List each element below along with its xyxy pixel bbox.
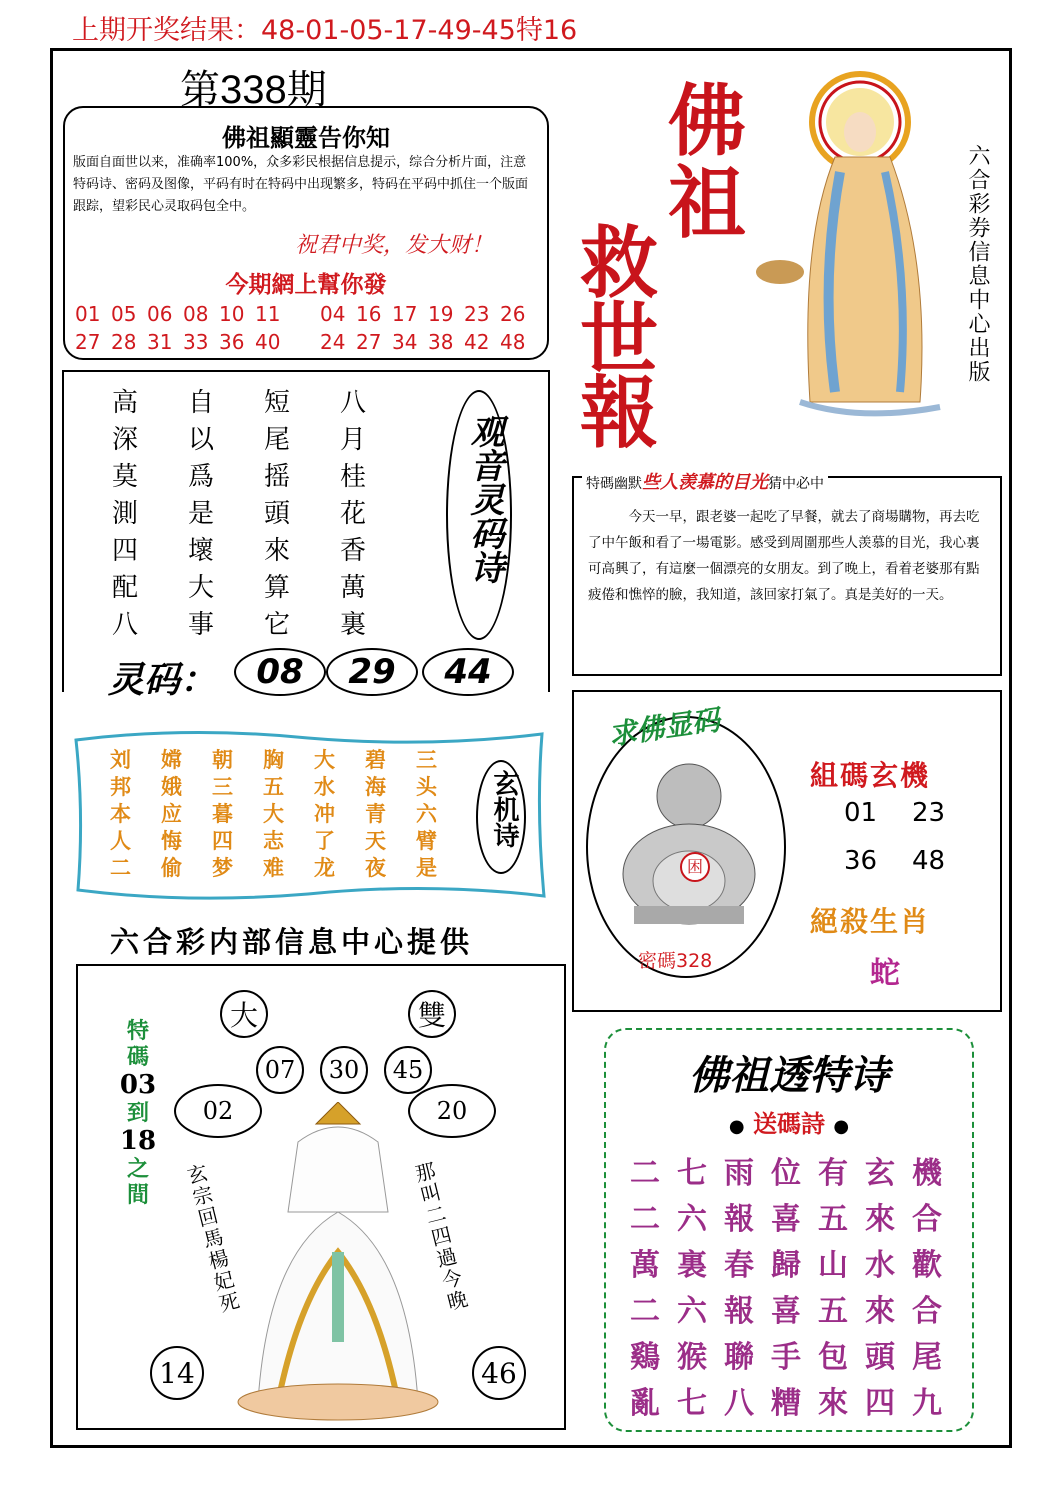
xuanji-grid <box>110 744 470 884</box>
xuanji-char: 嫦 <box>161 748 182 772</box>
poem-char: 月 <box>340 425 367 455</box>
xuanji-char: 人 <box>110 829 131 853</box>
xuanji-char: 六 <box>416 802 437 826</box>
bottom-right-num: 46 <box>472 1346 526 1400</box>
lottery-number: 26 <box>500 302 526 326</box>
jusha-title: 絕殺生肖 <box>810 905 931 938</box>
xuanji-char: 应 <box>161 802 182 826</box>
tema-item: 碼 <box>126 1044 149 1070</box>
poem-char: 壞 <box>188 536 215 566</box>
masthead-char-3: 救 <box>580 218 659 309</box>
poem-char: 八 <box>340 388 367 418</box>
lottery-number: 16 <box>356 302 382 326</box>
lottery-number: 42 <box>464 330 490 354</box>
poem-char: 深 <box>112 425 139 455</box>
bullet-right-icon: ● <box>833 1116 850 1137</box>
joke-title-highlight: 些人羡慕的目光 <box>642 472 768 493</box>
top-num-3: 45 <box>384 1046 432 1094</box>
lottery-number: 34 <box>392 330 418 354</box>
masthead-char-4: 世 <box>580 294 659 385</box>
xuanji-char: 梦 <box>212 856 233 880</box>
toute-char: 合 <box>912 1294 942 1329</box>
toute-char: 五 <box>818 1202 848 1237</box>
toute-char: 鷄 <box>630 1340 660 1375</box>
poem-char: 以 <box>188 425 215 455</box>
toute-char: 位 <box>771 1156 801 1191</box>
top-num-2: 30 <box>320 1046 368 1094</box>
joke-box <box>572 472 1002 676</box>
joke-body: 今天一早，跟老婆一起吃了早餐，就去了商場購物，再去吃了中午飯和看了一場電影。感受到周圍那些人羡慕的目光，我心裏可高興了，有這麼一個漂亮的女朋友。到了晚上，看着老婆那有點疲倦和憔悴的臉，我知道，該回家打氣了。真是美好的一天。 <box>588 509 980 603</box>
toute-char: 報 <box>724 1294 754 1329</box>
xuanji-char: 碧 <box>365 748 386 772</box>
poem-char: 自 <box>188 388 215 418</box>
masthead-char-2: 祖 <box>668 158 747 249</box>
xuanji-char: 头 <box>416 775 437 799</box>
xuanji-char: 水 <box>314 775 335 799</box>
tema-item: 18 <box>119 1126 157 1156</box>
toute-title: 佛祖透特诗 <box>689 1053 889 1099</box>
poem-char: 裏 <box>340 610 367 640</box>
bottom-left-num: 14 <box>150 1346 204 1400</box>
lottery-number: 08 <box>183 302 209 326</box>
toute-char: 二 <box>630 1202 660 1237</box>
toute-grid <box>630 1148 960 1428</box>
poem-char: 高 <box>112 388 139 418</box>
poem-char: 它 <box>264 610 291 640</box>
lottery-number: 40 <box>255 330 281 354</box>
toute-char: 二 <box>630 1294 660 1329</box>
poem-char: 測 <box>112 499 139 529</box>
guanyin-standing-figure <box>740 62 955 422</box>
toute-char: 春 <box>724 1248 754 1283</box>
xuanji-char: 胸 <box>263 748 284 772</box>
toute-box <box>604 1028 974 1432</box>
xuanji-char: 二 <box>110 856 131 880</box>
poem-char: 算 <box>264 573 291 603</box>
lottery-number: 27 <box>356 330 382 354</box>
zuma-3: 36 <box>844 846 878 876</box>
tema-item: 間 <box>126 1182 149 1208</box>
tema-item: 03 <box>119 1070 157 1100</box>
poem-char: 短 <box>264 388 291 418</box>
lottery-number: 27 <box>75 330 101 354</box>
zuma-1: 01 <box>844 798 878 828</box>
lottery-number: 31 <box>147 330 173 354</box>
xuanji-char: 偷 <box>161 856 182 880</box>
bullet-left-icon: ● <box>728 1116 745 1137</box>
joke-title-prefix: 特碼幽默 <box>586 476 642 492</box>
poem-char: 花 <box>340 499 367 529</box>
toute-char: 喜 <box>771 1202 801 1237</box>
lottery-number: 17 <box>392 302 418 326</box>
toute-char: 雨 <box>724 1156 754 1191</box>
issue-number: 第338期 <box>180 68 327 112</box>
poem-oval-label: 观音灵码诗 <box>464 414 504 584</box>
toute-sub-wrap <box>606 1104 972 1139</box>
mima-text: 密碼328 <box>638 950 713 972</box>
zuma-4: 48 <box>912 846 946 876</box>
right-verse: 那叫二四過今晚 <box>409 1159 471 1315</box>
toute-char: 手 <box>771 1340 801 1375</box>
poem-char: 桂 <box>340 462 367 492</box>
left-oval-num: 02 <box>174 1084 262 1138</box>
buddha-box <box>572 690 1002 1012</box>
poem-char: 四 <box>112 536 139 566</box>
xuanji-char: 难 <box>263 856 284 880</box>
toute-char: 九 <box>912 1386 942 1421</box>
lottery-number: 11 <box>255 302 281 326</box>
xuanji-label: 玄机诗 <box>489 770 519 848</box>
buddha-seal: 困 <box>680 852 710 882</box>
toute-char: 六 <box>677 1294 707 1329</box>
publisher-text: 六合彩券信息中心出版 <box>965 144 990 384</box>
laughing-buddha-figure <box>614 756 764 926</box>
masthead-char-5: 報 <box>580 368 659 459</box>
xuanji-char: 邦 <box>110 775 131 799</box>
toute-char: 歡 <box>912 1248 942 1283</box>
toute-char: 萬 <box>630 1248 660 1283</box>
poem-char: 頭 <box>264 499 291 529</box>
lottery-number: 01 <box>75 302 101 326</box>
lottery-number: 05 <box>111 302 137 326</box>
toute-char: 來 <box>818 1386 848 1421</box>
poem-char: 尾 <box>264 425 291 455</box>
lingma-label: 灵码： <box>108 660 217 701</box>
xuanji-char: 三 <box>212 775 233 799</box>
poem-char: 莫 <box>112 462 139 492</box>
info-center-line: 六合彩内部信息中心提供 <box>110 925 474 959</box>
toute-char: 五 <box>818 1294 848 1329</box>
shuang-circle: 雙 <box>408 990 456 1038</box>
xuanji-char: 志 <box>263 829 284 853</box>
poem-char: 事 <box>188 610 215 640</box>
poem-char: 萬 <box>340 573 367 603</box>
toute-char: 喜 <box>771 1294 801 1329</box>
toute-char: 來 <box>865 1202 895 1237</box>
right-oval-num: 20 <box>408 1084 496 1138</box>
lottery-number: 19 <box>428 302 454 326</box>
toute-sub: 送碼詩 <box>753 1110 825 1138</box>
guanyin-seated-figure <box>228 1102 448 1422</box>
xuanji-char: 暮 <box>212 802 233 826</box>
toute-char: 機 <box>912 1156 942 1191</box>
lottery-number: 24 <box>320 330 346 354</box>
lottery-number: 28 <box>111 330 137 354</box>
toute-char: 七 <box>677 1386 707 1421</box>
toute-char: 猴 <box>677 1340 707 1375</box>
da-circle: 大 <box>220 990 268 1038</box>
toute-char: 頭 <box>865 1340 895 1375</box>
notice-title: 佛祖顯靈告你知 <box>222 123 390 152</box>
toute-char: 裏 <box>677 1248 707 1283</box>
toute-char: 來 <box>865 1294 895 1329</box>
guanyin-box <box>76 964 566 1430</box>
xuanji-char: 五 <box>263 775 284 799</box>
lingma-3: 44 <box>422 648 514 696</box>
toute-char: 合 <box>912 1202 942 1237</box>
poem-grid <box>112 382 432 642</box>
xuanji-char: 大 <box>263 802 284 826</box>
xuanji-char: 龙 <box>314 856 335 880</box>
lottery-number: 36 <box>219 330 245 354</box>
notice-subtitle: 今期網上幫你發 <box>225 272 387 298</box>
tema-column <box>116 1018 160 1208</box>
joke-title <box>582 468 828 494</box>
notice-body: 版面自面世以来，准确率100%，众多彩民根据信息提示，综合分析片面，注意特码诗、密码及图像，平码有时在特码中出现繁多，特码在平码中抓住一个版面跟踪，望彩民心灵取码包全中。 <box>73 155 529 214</box>
poem-char: 是 <box>188 499 215 529</box>
lottery-number: 38 <box>428 330 454 354</box>
zuma-title: 組碼玄機 <box>810 759 931 792</box>
jusha-value: 蛇 <box>870 956 900 991</box>
poem-box <box>62 370 550 701</box>
toute-char: 有 <box>818 1156 848 1191</box>
poem-char: 配 <box>112 573 139 603</box>
lottery-number: 10 <box>219 302 245 326</box>
lottery-number: 48 <box>500 330 526 354</box>
lottery-number: 04 <box>320 302 346 326</box>
toute-char: 聯 <box>724 1340 754 1375</box>
xuanji-char: 天 <box>365 829 386 853</box>
xuanji-char: 娥 <box>161 775 182 799</box>
tema-item: 到 <box>126 1100 149 1126</box>
toute-char: 四 <box>865 1386 895 1421</box>
lottery-number: 06 <box>147 302 173 326</box>
notice-box <box>63 106 549 360</box>
lingma-1: 08 <box>234 648 326 696</box>
xuanji-char: 夜 <box>365 856 386 880</box>
toute-char: 水 <box>865 1248 895 1283</box>
xuanji-oval <box>476 760 526 874</box>
xuanji-char: 海 <box>365 775 386 799</box>
poem-char: 大 <box>188 573 215 603</box>
lottery-number: 33 <box>183 330 209 354</box>
lottery-number: 23 <box>464 302 490 326</box>
toute-char: 二 <box>630 1156 660 1191</box>
toute-char: 六 <box>677 1202 707 1237</box>
xuanji-char: 臂 <box>416 829 437 853</box>
poem-char: 來 <box>264 536 291 566</box>
zuma-2: 23 <box>912 798 946 828</box>
joke-title-suffix: 猜中必中 <box>768 476 824 492</box>
masthead-char-1: 佛 <box>668 76 747 167</box>
xuanji-char: 刘 <box>110 748 131 772</box>
toute-char: 尾 <box>912 1340 942 1375</box>
toute-char: 七 <box>677 1156 707 1191</box>
xuanji-char: 青 <box>365 802 386 826</box>
xuanji-char: 悔 <box>161 829 182 853</box>
poem-char: 八 <box>112 610 139 640</box>
poem-char: 香 <box>340 536 367 566</box>
left-verse: 玄宗回馬楊妃死 <box>181 1161 243 1317</box>
toute-char: 報 <box>724 1202 754 1237</box>
xuanji-char: 朝 <box>212 748 233 772</box>
xuanji-char: 本 <box>110 802 131 826</box>
xuanji-char: 大 <box>314 748 335 772</box>
xuanji-char: 四 <box>212 829 233 853</box>
toute-char: 玄 <box>865 1156 895 1191</box>
xuanji-char: 了 <box>314 829 335 853</box>
xuanji-char: 冲 <box>314 802 335 826</box>
top-num-1: 07 <box>256 1046 304 1094</box>
last-result: 上期开奖结果：48-01-05-17-49-45特16 <box>72 15 578 46</box>
toute-char: 歸 <box>771 1248 801 1283</box>
xuanji-char: 三 <box>416 748 437 772</box>
poem-oval <box>446 390 512 640</box>
poem-char: 摇 <box>264 462 291 492</box>
toute-char: 糟 <box>771 1386 801 1421</box>
toute-char: 山 <box>818 1248 848 1283</box>
poem-char: 爲 <box>188 462 215 492</box>
notice-wish: 祝君中奖，发大财！ <box>295 233 494 258</box>
buddha-arc-text: 求佛显码 <box>606 703 722 752</box>
tema-item: 特 <box>126 1018 149 1044</box>
lingma-2: 29 <box>326 648 418 696</box>
xuanji-char: 是 <box>416 856 437 880</box>
toute-char: 八 <box>724 1386 754 1421</box>
toute-char: 包 <box>818 1340 848 1375</box>
tema-item: 之 <box>126 1156 149 1182</box>
toute-char: 亂 <box>630 1386 660 1421</box>
